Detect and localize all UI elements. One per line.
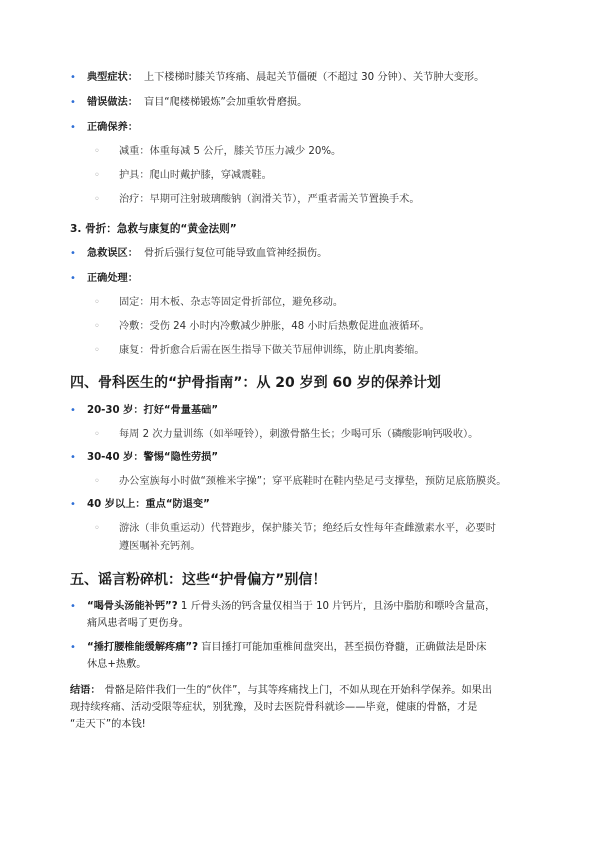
misconception-item [87, 247, 327, 261]
age-group-item [87, 498, 210, 512]
handling-subitem: 康复：骨折愈合后需在医生指导下做关节屈伸训练，防止肌肉萎缩。 [119, 345, 425, 356]
section5-title: 五、谣言粉碎机：这些“护骨偏方”别信！ [70, 572, 327, 588]
bullet-icon: • [70, 248, 76, 259]
sub-bullet-icon: ◦ [94, 345, 100, 356]
sub-bullet-icon: ◦ [94, 429, 100, 440]
wrong-label: 错误做法： [87, 97, 138, 108]
myth2-text: 盲目捶打可能加重椎间盘突出，甚至损伤脊髓，正确做法是卧床 [198, 642, 487, 653]
age2-label: 30-40 岁：警惕“隐性劳损” [87, 452, 219, 463]
handling-label: 正确处理： [87, 273, 138, 284]
care-item [87, 121, 138, 135]
bullet-icon: • [70, 499, 76, 510]
symptoms-item [87, 71, 484, 85]
conclusion-line2: 现持续疼痛、活动受限等症状，别犹豫，及时去医院骨科就诊——毕竟，健康的骨骼，才是 [70, 702, 478, 713]
sub-bullet-icon: ◦ [94, 146, 100, 157]
myth2-line2: 休息+热敷。 [87, 659, 147, 670]
bullet-icon: • [70, 72, 76, 83]
bullet-icon: • [70, 601, 76, 612]
misconception-label: 急救误区： [87, 248, 138, 259]
sub-bullet-icon: ◦ [94, 523, 100, 534]
care-subitem: 减重：体重每减 5 公斤，膝关节压力减少 20%。 [119, 146, 342, 157]
myth1-line2: 痛风患者喝了更伤身。 [87, 618, 189, 629]
bullet-icon: • [70, 642, 76, 653]
myth2-label: “捶打腰椎能缓解疼痛”? [87, 642, 198, 653]
care-label: 正确保养： [87, 122, 138, 133]
conclusion-text: 骨骼是陪伴我们一生的“伙伴”，与其等疼痛找上门，不如从现在开始科学保养。如果出 [104, 685, 493, 696]
myth1-text: 1 斤骨头汤的钙含量仅相当于 10 片钙片，且汤中脂肪和嘌呤含量高， [177, 601, 496, 612]
symptoms-text: 上下楼梯时膝关节疼痛、晨起关节僵硬（不超过 30 分钟）、关节肿大变形。 [143, 72, 485, 83]
sub-bullet-icon: ◦ [94, 476, 100, 487]
myth1-line1 [87, 600, 495, 614]
sub-bullet-icon: ◦ [94, 194, 100, 205]
misconception-text: 骨折后强行复位可能导致血管神经损伤。 [143, 248, 328, 259]
bullet-icon: • [70, 273, 76, 284]
age-group-item [87, 451, 218, 465]
sub-bullet-icon: ◦ [94, 170, 100, 181]
bullet-icon: • [70, 452, 76, 463]
age1-label: 20-30 岁：打好“骨量基础” [87, 405, 219, 416]
bullet-icon: • [70, 122, 76, 133]
wrong-text: 盲目“爬楼梯锻炼”会加重软骨磨损。 [143, 97, 308, 108]
conclusion-line3: “走天下”的本钱! [70, 719, 146, 730]
handling-item [87, 272, 138, 286]
section4-title: 四、骨科医生的“护骨指南”：从 20 岁到 60 岁的保养计划 [70, 375, 441, 391]
myth2-line1 [87, 641, 487, 655]
conclusion-line1 [70, 684, 492, 698]
conclusion-label: 结语： [70, 685, 101, 696]
handling-subitem: 固定：用木板、杂志等固定骨折部位，避免移动。 [119, 297, 344, 308]
age3-subitem-line1: 游泳（非负重运动）代替跑步，保护膝关节；绝经后女性每年查雌激素水平，必要时 [119, 523, 496, 534]
bullet-icon: • [70, 405, 76, 416]
sub-bullet-icon: ◦ [94, 321, 100, 332]
fracture-heading: 3. 骨折：急救与康复的“黄金法则” [70, 223, 237, 235]
symptoms-label: 典型症状： [87, 72, 138, 83]
age3-subitem-line2: 遵医嘱补充钙剂。 [119, 541, 201, 552]
handling-subitem: 冷敷：受伤 24 小时内冷敷减少肿胀，48 小时后热敷促进血液循环。 [119, 321, 430, 332]
age3-label: 40 岁以上：重点“防退变” [87, 499, 210, 510]
wrong-practice-item [87, 96, 307, 110]
care-subitem: 治疗：早期可注射玻璃酸钠（润滑关节），严重者需关节置换手术。 [119, 194, 420, 205]
age-group-item [87, 404, 218, 418]
myth1-label: “喝骨头汤能补钙”? [87, 601, 178, 612]
sub-bullet-icon: ◦ [94, 297, 100, 308]
bullet-icon: • [70, 97, 76, 108]
age2-subitem: 办公室族每小时做“颈椎米字操”；穿平底鞋时在鞋内垫足弓支撑垫，预防足底筋膜炎。 [119, 476, 507, 487]
care-subitem: 护具：爬山时戴护膝，穿减震鞋。 [119, 170, 272, 181]
age1-subitem: 每周 2 次力量训练（如举哑铃），刺激骨骼生长；少喝可乐（磷酸影响钙吸收）。 [119, 429, 479, 440]
